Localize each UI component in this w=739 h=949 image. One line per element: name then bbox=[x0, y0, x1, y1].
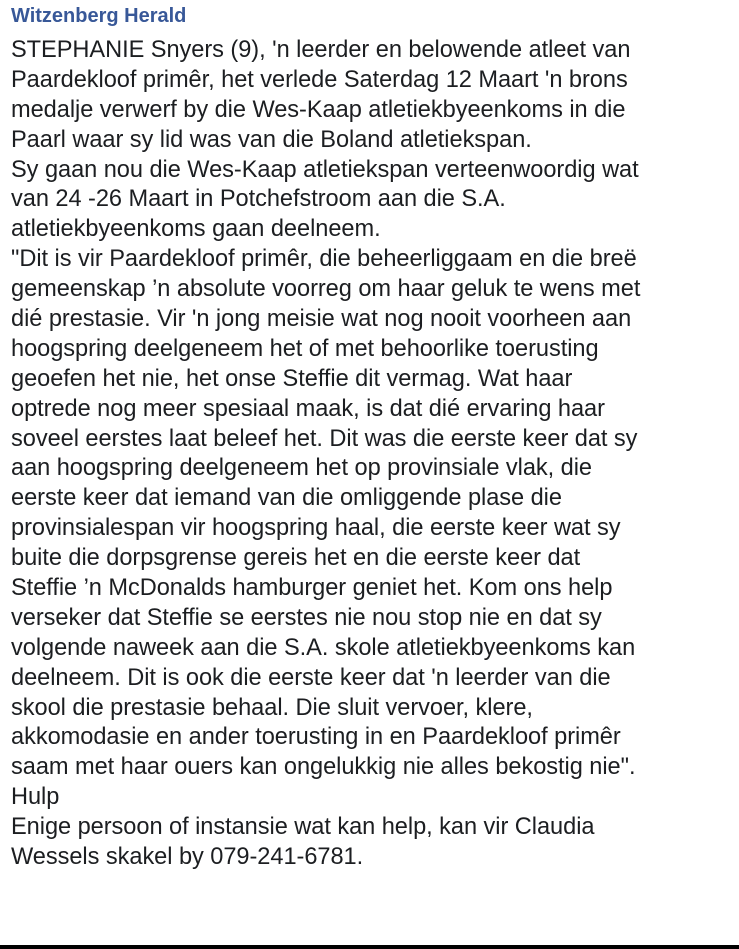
post-body-line: dié prestasie. Vir 'n jong meisie wat nog nooit voorheen aan bbox=[11, 306, 632, 333]
post-body-line: buite die dorpsgrense gereis het en die eerste keer dat bbox=[11, 545, 581, 572]
post-body-line: akkomodasie en ander toerusting in en Paardekloof primêr bbox=[11, 724, 621, 751]
post-body-line: deelneem. Dit is ook die eerste keer dat 'n leerder van die bbox=[11, 664, 611, 691]
post-body-line: Enige persoon of instansie wat kan help, kan vir Claudia bbox=[11, 814, 595, 841]
post-body-line: hoogspring deelgeneem het of met behoorlike toerusting bbox=[11, 335, 599, 362]
post-body-line: Steffie ’n McDonalds hamburger geniet het. Kom ons help bbox=[11, 575, 613, 602]
post-body-line: soveel eerstes laat beleef het. Dit was die eerste keer dat sy bbox=[11, 425, 638, 452]
post-body-line: optrede nog meer spesiaal maak, is dat dié ervaring haar bbox=[11, 395, 605, 422]
post-body-line: Paardekloof primêr, het verlede Saterdag 12 Maart 'n brons bbox=[11, 66, 628, 93]
post-body-line: saam met haar ouers kan ongelukkig nie alles bekostig nie". bbox=[11, 754, 636, 781]
post-body-line: eerste keer dat iemand van die omliggende plase die bbox=[11, 485, 562, 512]
post-body-line: van 24 -26 Maart in Potchefstroom aan die S.A. bbox=[11, 186, 506, 213]
post-body-line: STEPHANIE Snyers (9), 'n leerder en belowende atleet van bbox=[11, 37, 631, 63]
post-body-line: medalje verwerf by die Wes-Kaap atletiekbyeenkoms in die bbox=[11, 96, 626, 123]
post-body-line: gemeenskap ’n absolute voorreg om haar geluk te wens met bbox=[11, 276, 641, 303]
post-body-line: Sy gaan nou die Wes-Kaap atletiekspan verteenwoordig wat bbox=[11, 156, 639, 183]
bottom-divider bbox=[0, 945, 739, 949]
post-author-link[interactable]: Witzenberg Herald bbox=[11, 5, 187, 27]
post-body-line: Wessels skakel by 079-241-6781. bbox=[11, 844, 364, 871]
post-body-line: skool die prestasie behaal. Die sluit vervoer, klere, bbox=[11, 694, 533, 721]
post-body-line: provinsialespan vir hoogspring haal, die eerste keer wat sy bbox=[11, 515, 621, 542]
post-body-line: geoefen het nie, het onse Steffie dit vermag. Wat haar bbox=[11, 365, 573, 392]
post-body-line: aan hoogspring deelgeneem het op provinsiale vlak, die bbox=[11, 455, 592, 482]
post-body-line: atletiekbyeenkoms gaan deelneem. bbox=[11, 216, 381, 243]
post-body-line: verseker dat Steffie se eerstes nie nou stop nie en dat sy bbox=[11, 604, 602, 631]
post-body-line: "Dit is vir Paardekloof primêr, die beheerliggaam en die breë bbox=[11, 246, 637, 273]
post-body bbox=[11, 36, 731, 873]
post-body-line: Hulp bbox=[11, 784, 60, 811]
post-body-line: volgende naweek aan die S.A. skole atletiekbyeenkoms kan bbox=[11, 634, 636, 661]
post-body-line: Paarl waar sy lid was van die Boland atletiekspan. bbox=[11, 126, 532, 153]
